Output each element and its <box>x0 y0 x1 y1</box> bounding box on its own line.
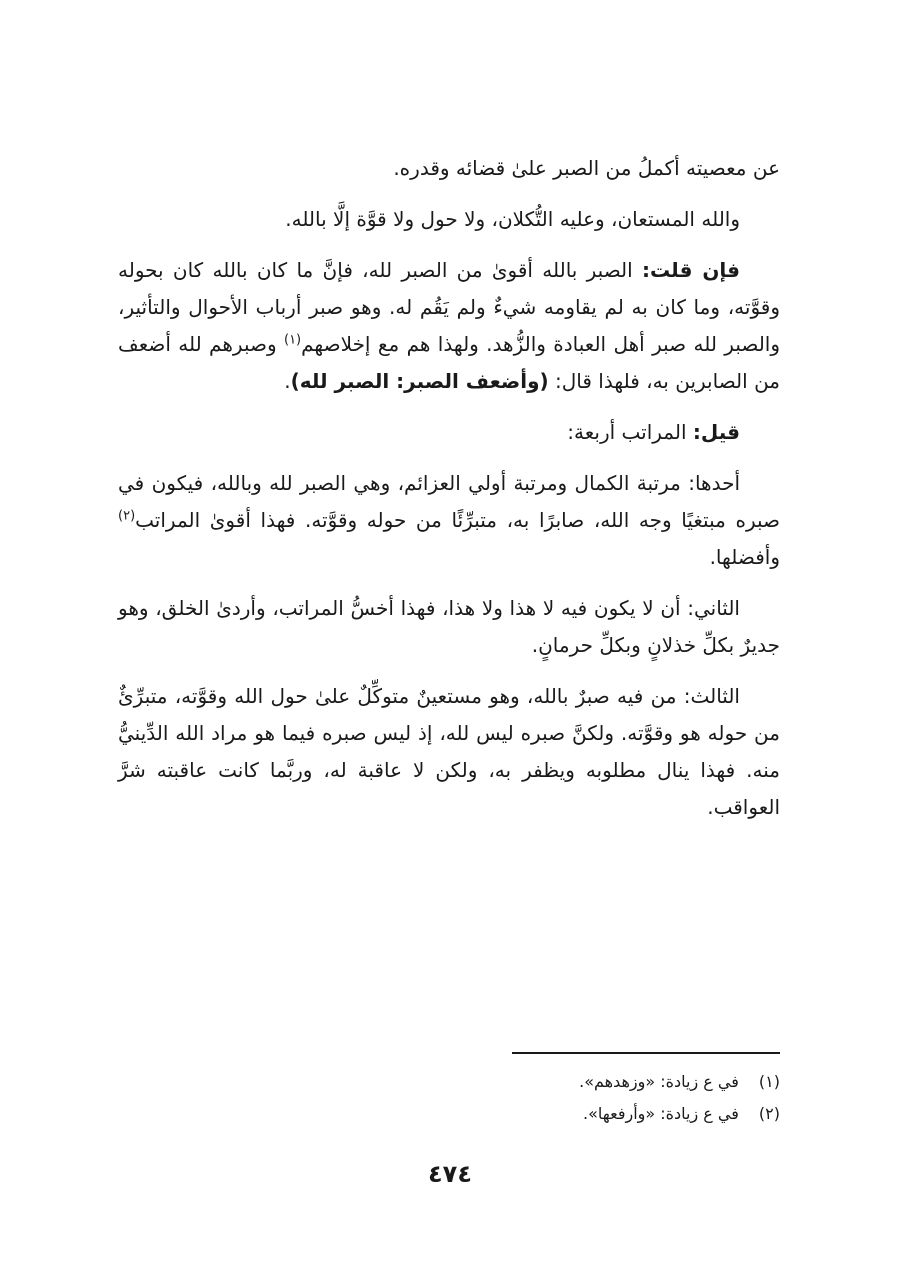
page-number: ٤٧٤ <box>428 1160 472 1188</box>
footnote-divider <box>512 1052 780 1054</box>
footnote-1-text: في ع زيادة: «وزهدهم». <box>579 1072 739 1091</box>
paragraph-5-text-1: أحدها: مرتبة الكمال ومرتبة أولي العزائم، وهي الصبر لله وبالله، فيكون في صبره مبتغيًا وجه الله، صابرًا به، متبرِّئًا من حوله وقوَّته. فهذا أقوىٰ المراتب <box>118 471 780 532</box>
paragraph-7-text: الثالث: من فيه صبرٌ بالله، وهو مستعينٌ متوكِّلٌ علىٰ حول الله وقوَّته، متبرِّئٌ من حوله هو وقوَّته. ولكنَّ صبره ليس لله، إذ ليس صبره فيما هو مراد الله الدِّينيُّ منه. فهذا ينال مطلوبه ويظفر به، ولكن لا عاقبة له، وربَّما كانت عاقبته شرَّ العواقب. <box>118 684 780 819</box>
footnote-ref-1[interactable]: (١) <box>283 332 302 348</box>
footnotes <box>118 1066 780 1130</box>
paragraph-6 <box>118 590 780 664</box>
footnote-1 <box>118 1066 780 1098</box>
footnote-2 <box>118 1098 780 1130</box>
main-text <box>118 150 780 840</box>
paragraph-1-text: عن معصيته أكملُ من الصبر علىٰ قضائه وقدره. <box>393 156 780 180</box>
paragraph-4-text: المراتب أربعة: <box>567 420 693 444</box>
paragraph-2-text: والله المستعان، وعليه التُّكلان، ولا حول ولا قوَّة إلَّا بالله. <box>285 207 740 231</box>
footnote-1-number: (١) <box>758 1072 780 1091</box>
paragraph-4 <box>118 414 780 451</box>
paragraph-2 <box>118 201 780 238</box>
paragraph-3 <box>118 252 780 400</box>
paragraph-7 <box>118 678 780 826</box>
paragraph-5-text-2: وأفضلها. <box>709 545 780 569</box>
paragraph-5 <box>118 465 780 576</box>
paragraph-3-quote: (وأضعف الصبر: الصبر لله) <box>290 369 549 393</box>
paragraph-1 <box>118 150 780 187</box>
paragraph-3-text-1: الصبر بالله أقوىٰ من الصبر لله، فإنَّ ما كان بالله كان بحوله وقوَّته، وما كان به لم يقاومه شيءٌ ولم يَقُم له. وهو صبر أرباب الأحوال والتأثير، والصبر لله صبر أهل العبادة والزُّهد. ولهذا هم مع إخلاصهم <box>118 258 781 356</box>
paragraph-4-lead: قيل: <box>692 420 740 444</box>
footnote-ref-2[interactable]: (٢) <box>118 508 136 524</box>
paragraph-3-lead: فإن قلت: <box>642 258 740 282</box>
paragraph-3-end: . <box>284 369 291 393</box>
footnote-2-text: في ع زيادة: «وأرفعها». <box>582 1104 739 1123</box>
paragraph-3-text-2: وصبرهم لله أضعف من الصابرين به، فلهذا قال: <box>118 332 780 393</box>
footnote-2-number: (٢) <box>758 1104 780 1123</box>
paragraph-6-text: الثاني: أن لا يكون فيه لا هذا ولا هذا، فهذا أخسُّ المراتب، وأردىٰ الخلق، وهو جديرٌ بكلِّ خذلانٍ وبكلِّ حرمانٍ. <box>118 596 780 657</box>
